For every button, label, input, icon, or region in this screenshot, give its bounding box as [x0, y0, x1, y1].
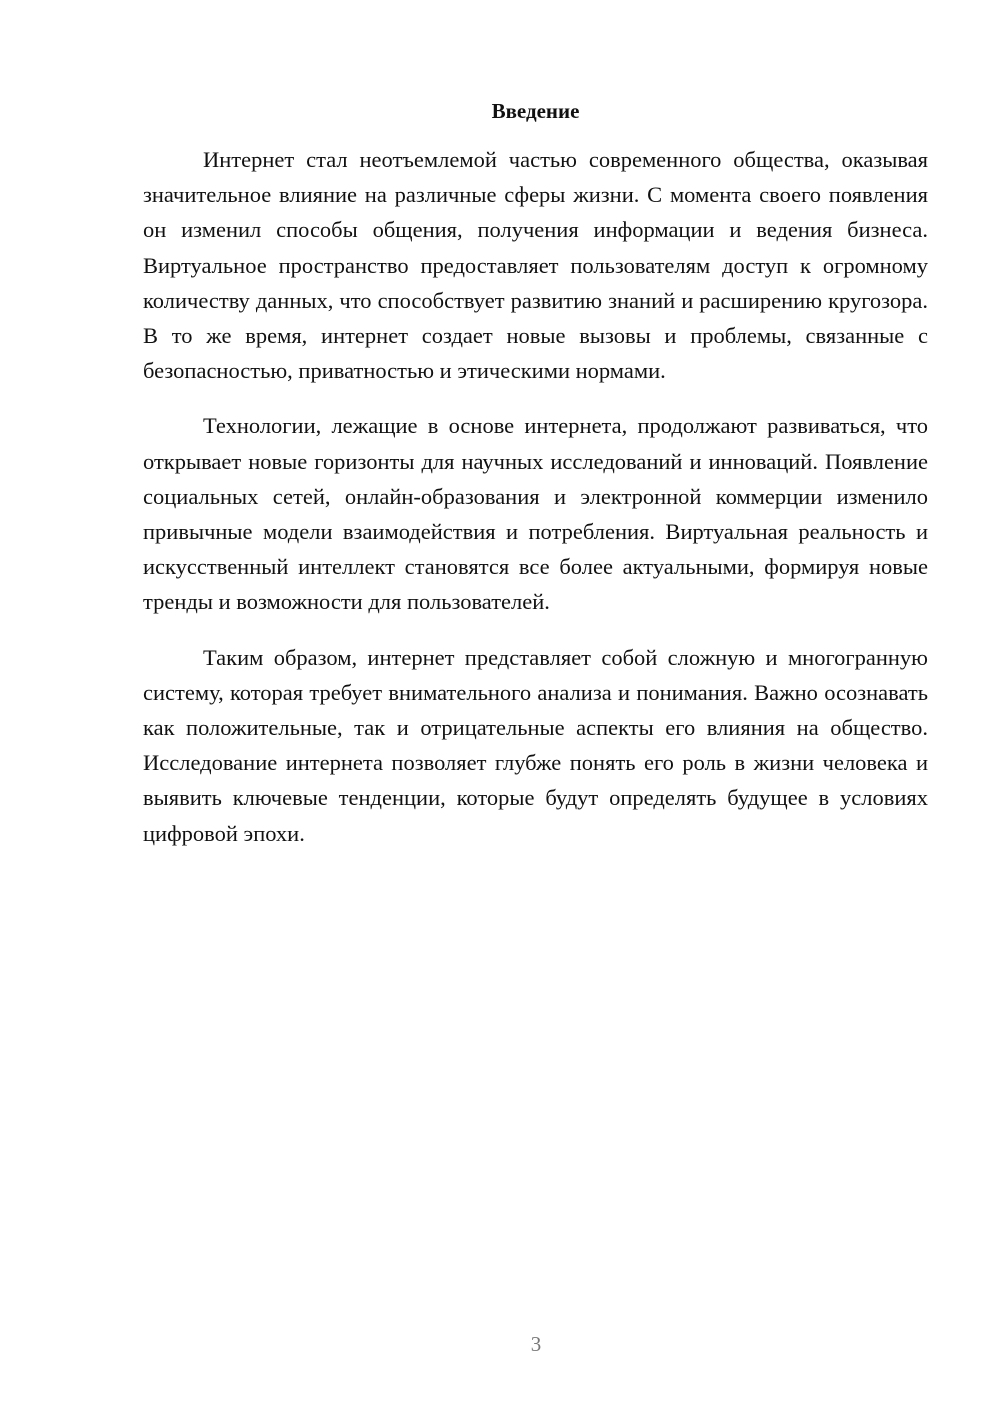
body-text — [143, 142, 928, 871]
paragraph-2: Технологии, лежащие в основе интернета, продолжают развиваться, что открывает новые горизонты для научных исследований и инноваций. Появление социальных сетей, онлайн-образования и электронной коммерции изменило привычные модели взаимодействия и потребления. Виртуальная реальность и искусственный интеллект становятся все более актуальными, формируя новые тренды и возможности для пользователей. — [143, 413, 928, 615]
paragraph-3: Таким образом, интернет представляет собой сложную и многогранную систему, которая требует внимательного анализа и понимания. Важно осознавать как положительные, так и отрицательные аспекты его влияния на общество. Исследование интернета позволяет глубже понять его роль в жизни человека и выявить ключевые тенденции, которые будут определять будущее в условиях цифровой эпохи. — [143, 644, 928, 846]
section-heading: Введение — [491, 99, 580, 123]
page-number: 3 — [530, 1332, 542, 1356]
paragraph-1: Интернет стал неотъемлемой частью современного общества, оказывая значительное влияние на различные сферы жизни. С момента своего появления он изменил способы общения, получения информации и ведения бизнеса. Виртуальное пространство предоставляет пользователям доступ к огромному количеству данных, что способствует развитию знаний и расширению кругозора. В то же время, интернет создает новые вызовы и проблемы, связанные с безопасностью, приватностью и этическими нормами. — [143, 147, 928, 384]
